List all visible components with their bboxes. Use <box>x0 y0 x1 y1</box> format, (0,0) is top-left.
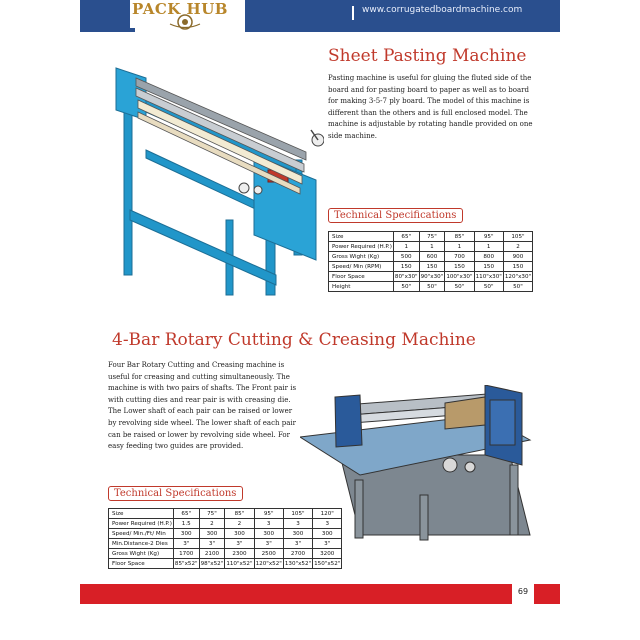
sheet-pasting-spec-row-label: Power Required (H.P.) <box>329 242 394 252</box>
logo-text: PACK HUB <box>132 0 228 18</box>
sheet-pasting-spec-row-label: Gross Wight (Kg) <box>329 252 394 262</box>
sheet-pasting-spec-row-label: Size <box>329 232 394 242</box>
sheet-pasting-spec-cell: 150 <box>393 262 419 272</box>
sheet-pasting-spec-row-label: Floor Space <box>329 272 394 282</box>
sheet-pasting-spec-cell: 2 <box>503 242 532 252</box>
sheet-pasting-spec-cell: 600 <box>419 252 445 262</box>
sheet-pasting-spec-cell: 50" <box>503 282 532 292</box>
rotary-cutting-spec-cell: 95" <box>254 509 283 519</box>
sheet-pasting-spec-cell: 1 <box>419 242 445 252</box>
rotary-cutting-spec-cell: 300 <box>173 529 199 539</box>
spec-badge-sheet-pasting: Technical Specifications <box>328 208 463 223</box>
sheet-pasting-spec-row <box>329 252 533 262</box>
rotary-cutting-spec-cell: 105" <box>283 509 312 519</box>
rotary-cutting-spec-cell: 1700 <box>173 549 199 559</box>
rotary-cutting-spec-row <box>109 549 342 559</box>
footer-band <box>80 584 560 604</box>
sheet-pasting-spec-cell: 800 <box>474 252 503 262</box>
sheet-pasting-spec-cell: 1 <box>474 242 503 252</box>
rotary-cutting-spec-cell: 130"x52" <box>284 560 312 567</box>
sheet-pasting-spec-cell: 150 <box>503 262 532 272</box>
rotary-cutting-spec-cell: 85"x52" <box>174 560 198 567</box>
sheet-pasting-spec-cell: 50" <box>445 282 474 292</box>
sheet-pasting-description: Pasting machine is useful for gluing the fluted side of the board and for pasting board to paper as well as to board for making 3-5-7 ply board. The model of this machine is different than the others and is full enclosed model. The machine is adjustable by rotating handle provided on one side machine. <box>328 74 533 140</box>
rotary-cutting-spec-cell: 85" <box>225 509 254 519</box>
rotary-cutting-spec-cell: 3" <box>283 539 312 549</box>
sheet-pasting-title: Sheet Pasting Machine <box>328 46 527 66</box>
sheet-pasting-spec-row <box>329 282 533 292</box>
sheet-pasting-spec-cell: 900 <box>503 252 532 262</box>
sheet-pasting-spec-row-label: Height <box>329 282 394 292</box>
rotary-cutting-spec-cell: 75" <box>199 509 225 519</box>
rotary-cutting-spec-cell: 120" <box>313 509 342 519</box>
rotary-cutting-spec-cell: 3" <box>199 539 225 549</box>
sheet-pasting-spec-cell: 80"x30" <box>394 273 418 280</box>
sheet-pasting-spec-row <box>329 242 533 252</box>
rotary-cutting-spec-row-label: Power Required (H.P.) <box>109 519 174 529</box>
rotary-cutting-spec-cell: 3 <box>313 519 342 529</box>
rotary-cutting-spec-cell: 120"x52" <box>255 560 282 567</box>
rotary-cutting-title: 4-Bar Rotary Cutting & Creasing Machine <box>112 330 476 350</box>
sheet-pasting-spec-cell: 50" <box>393 282 419 292</box>
sheet-pasting-spec-cell: 75" <box>419 232 445 242</box>
rotary-cutting-spec-cell: 300 <box>313 529 342 539</box>
rotary-cutting-spec-cell: 65" <box>173 509 199 519</box>
rotary-cutting-spec-cell: 150"x52" <box>314 560 341 567</box>
rotary-cutting-spec-cell: 98"x52" <box>200 560 224 567</box>
sheet-pasting-spec-cell: 50" <box>419 282 445 292</box>
sheet-pasting-spec-cell: 700 <box>445 252 474 262</box>
rotary-cutting-spec-row <box>109 559 342 569</box>
rotary-cutting-spec-row <box>109 509 342 519</box>
sheet-pasting-spec-row <box>329 232 533 242</box>
sheet-pasting-spec-row <box>329 272 533 282</box>
rotary-cutting-spec-cell: 2 <box>199 519 225 529</box>
header-divider <box>352 6 354 20</box>
rotary-cutting-spec-cell: 3" <box>313 539 342 549</box>
sheet-pasting-spec-cell: 150 <box>419 262 445 272</box>
sheet-pasting-spec-table <box>328 231 533 292</box>
page-number: 69 <box>517 587 529 596</box>
page-header <box>80 0 560 32</box>
sheet-pasting-spec-cell: 500 <box>393 252 419 262</box>
rotary-cutting-spec-cell: 2100 <box>199 549 225 559</box>
sheet-pasting-spec-cell: 1 <box>393 242 419 252</box>
rotary-cutting-spec-row-label: Size <box>109 509 174 519</box>
rotary-cutting-spec-cell: 2700 <box>283 549 312 559</box>
brochure-page <box>80 0 560 605</box>
rotary-cutting-spec-cell: 3" <box>173 539 199 549</box>
rotary-cutting-spec-row <box>109 539 342 549</box>
rotary-cutting-spec-cell: 1.5 <box>173 519 199 529</box>
header-band-left <box>80 0 135 32</box>
sheet-pasting-spec-cell: 90"x30" <box>420 273 444 280</box>
rotary-cutting-spec-cell: 300 <box>225 529 254 539</box>
spec-badge-rotary-cutting: Technical Specifications <box>108 486 243 501</box>
rotary-cutting-spec-row-label: Speed/ Min./Ft/ Min <box>109 529 174 539</box>
sheet-pasting-spec-row-label: Speed/ Min (RPM) <box>329 262 394 272</box>
website-url[interactable]: www.corrugatedboardmachine.com <box>362 5 523 15</box>
rotary-cutting-spec-row-label: Min.Distance-2 Dies <box>109 539 174 549</box>
sheet-pasting-spec-cell: 150 <box>445 262 474 272</box>
sheet-pasting-spec-cell: 100"x30" <box>446 273 473 280</box>
sheet-pasting-machine-image <box>106 60 324 300</box>
rotary-cutting-spec-cell: 110"x52" <box>226 560 253 567</box>
rotary-cutting-spec-row-label: Gross Wight (Kg) <box>109 549 174 559</box>
rotary-cutting-spec-row-label: Floor Space <box>109 559 174 569</box>
rotary-cutting-spec-cell: 300 <box>254 529 283 539</box>
rotary-cutting-spec-row <box>109 519 342 529</box>
rotary-cutting-spec-cell: 2500 <box>254 549 283 559</box>
rotary-cutting-spec-cell: 3" <box>225 539 254 549</box>
rotary-cutting-spec-row <box>109 529 342 539</box>
rotary-cutting-spec-cell: 300 <box>283 529 312 539</box>
sheet-pasting-spec-cell: 65" <box>393 232 419 242</box>
sheet-pasting-spec-cell: 110"x30" <box>475 273 502 280</box>
sheet-pasting-spec-cell: 105" <box>503 232 532 242</box>
sheet-pasting-spec-cell: 50" <box>474 282 503 292</box>
rotary-cutting-spec-cell: 300 <box>199 529 225 539</box>
rotary-cutting-description: Four Bar Rotary Cutting and Creasing machine is useful for creasing and cutting simultaneously. The machine is with two pairs of shafts. The Front pair is with cutting dies and rear pair is with creasing die. The Lower shaft of each pair can be raised or lower by revolving side wheel. The lower shaft of each pair can be raised or lower by revolving side wheel. For easy feeding two guides are provided. <box>108 361 297 451</box>
rotary-cutting-spec-cell: 2 <box>225 519 254 529</box>
sheet-pasting-spec-cell: 120"x30" <box>504 273 532 280</box>
rotary-cutting-spec-cell: 3200 <box>313 549 342 559</box>
rotary-cutting-spec-cell: 2300 <box>225 549 254 559</box>
rotary-cutting-spec-cell: 3 <box>283 519 312 529</box>
sheet-pasting-spec-cell: 150 <box>474 262 503 272</box>
sheet-pasting-spec-cell: 85" <box>445 232 474 242</box>
rotary-cutting-spec-cell: 3 <box>254 519 283 529</box>
sheet-pasting-spec-cell: 1 <box>445 242 474 252</box>
rotary-cutting-spec-cell: 3" <box>254 539 283 549</box>
rotary-cutting-spec-table <box>108 508 342 569</box>
sheet-pasting-spec-row <box>329 262 533 272</box>
sheet-pasting-spec-cell: 95" <box>474 232 503 242</box>
